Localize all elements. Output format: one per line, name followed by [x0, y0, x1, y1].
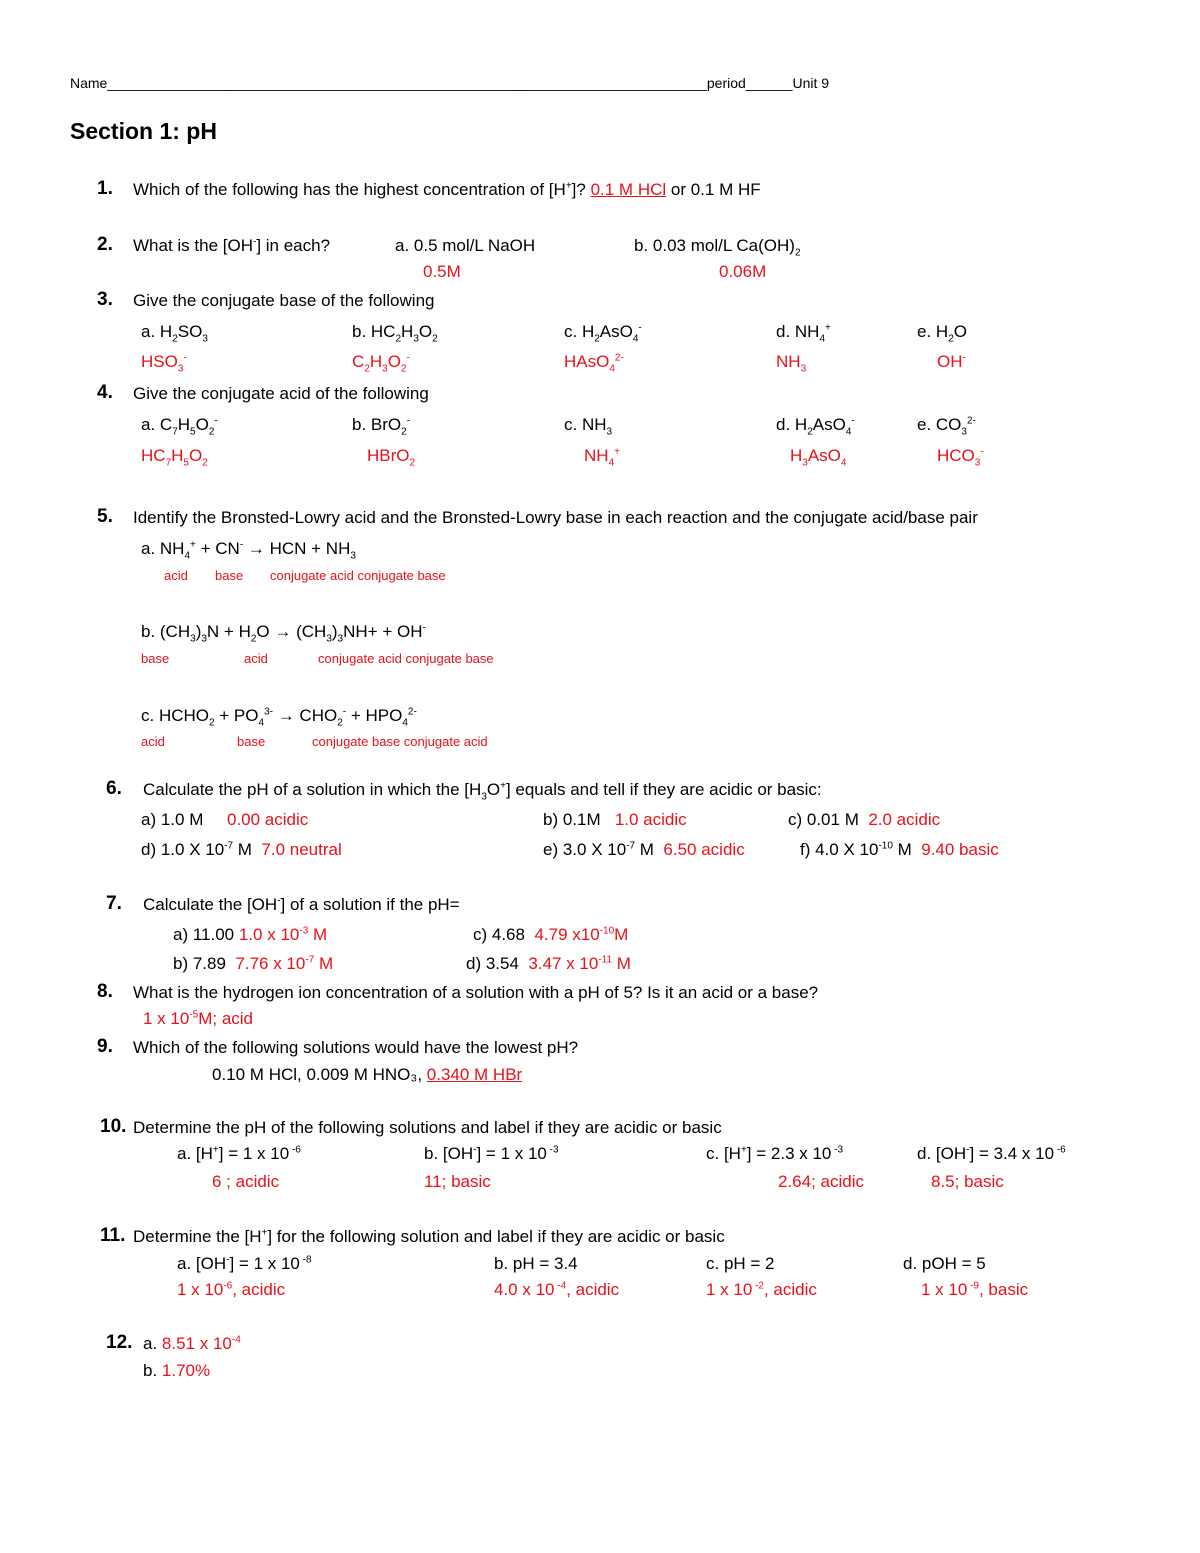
- question-2-a: a. 0.5 mol/L NaOH: [395, 236, 536, 255]
- answer: acid: [244, 651, 268, 666]
- answer: HBrO$_2$: [367, 446, 416, 469]
- answer: $HC_7H_5O_2$: [141, 446, 208, 469]
- question-9-options: 0.10 M HCl, 0.009 M HNO₃, 0.340 M HBr: [212, 1065, 523, 1084]
- question-number: 5.: [97, 506, 113, 527]
- question-number: 2.: [97, 234, 113, 255]
- answer: $HCO_3^-$: [937, 446, 984, 469]
- question-11-text: Determine the [H+] for the following solution and label if they are acidic or basic: [133, 1227, 725, 1246]
- answer: 1 x 10 $^{-2}$, acidic: [706, 1280, 817, 1299]
- question-number: 12.: [106, 1332, 133, 1353]
- section-title: Section 1: pH: [70, 118, 217, 144]
- item: b) 7.89 7.76 x $10^{-7}$ M: [173, 954, 334, 973]
- question-number: 7.: [106, 893, 122, 914]
- question-2-text: What is the [OH-] in each?: [133, 236, 331, 255]
- answer: HAsO$_4^{2-}$: [564, 352, 624, 375]
- item: f) 4.0 X $10^{-10}$ M 9.40 basic: [800, 840, 999, 859]
- item: d) 1.0 X $10^{-7}$ M 7.0 neutral: [141, 840, 342, 859]
- reaction-a: a. $NH_4^+ + CN^-$ → HCN + $NH_3$: [141, 539, 356, 562]
- question-number: 1.: [97, 178, 113, 199]
- item: e) 3.0 X $10^{-7}$ M 6.50 acidic: [543, 840, 745, 859]
- question-3-text: Give the conjugate base of the following: [133, 291, 435, 310]
- question-number: 11.: [100, 1225, 126, 1246]
- answer: 4.0 x 10 $^{-4}$, acidic: [494, 1280, 620, 1299]
- answer: 2.64; acidic: [778, 1172, 864, 1191]
- item: a. [H+] = 1 x 10 $^{-6}$: [177, 1144, 301, 1163]
- question-10-text: Determine the pH of the following solutions and label if they are acidic or basic: [133, 1118, 722, 1137]
- answer: 11; basic: [424, 1172, 491, 1191]
- answer: $H_3AsO_4$: [790, 446, 847, 469]
- item: d. $NH_4^+$: [776, 322, 831, 345]
- answer: base: [141, 651, 170, 666]
- answer: 8.5; basic: [931, 1172, 1004, 1191]
- item: d) 3.54 3.47 x $10^{-11}$ M: [466, 954, 631, 973]
- answer: 0.1 M HCl: [590, 180, 667, 199]
- item: d. $H_2AsO_4^-$: [776, 415, 855, 438]
- item: a. [OH-] = 1 x 10 $^{-8}$: [177, 1254, 312, 1273]
- question-2-b: b. 0.03 mol/L $Ca(OH)_2$: [634, 236, 801, 259]
- answer: OH-: [937, 352, 966, 371]
- item: a) 1.0 M 0.00 acidic: [141, 810, 309, 829]
- answer: 0.06M: [719, 262, 767, 281]
- item: c. $H_2AsO_4^-$: [564, 322, 642, 345]
- item: d. pOH = 5: [903, 1254, 986, 1273]
- answer: $NH_4^+$: [584, 446, 620, 469]
- question-9-text: Which of the following solutions would have the lowest pH?: [133, 1038, 579, 1057]
- item: b. pH = 3.4: [494, 1254, 578, 1273]
- question-number: 9.: [97, 1036, 113, 1057]
- item: b. BrO$_2$-: [352, 415, 411, 438]
- name-period-unit-line: Name_____________________________________________________________________________period______Unit 9: [70, 75, 830, 91]
- answer: conjugate base conjugate acid: [312, 734, 488, 749]
- item: a. $C_7H_5O_2^-$: [141, 415, 218, 438]
- answer: 1 x $10^{-6}$, acidic: [177, 1280, 286, 1299]
- question-4-text: Give the conjugate acid of the following: [133, 384, 429, 403]
- item: b) 0.1M 1.0 acidic: [543, 810, 687, 829]
- reaction-c: c. $HCHO_2 + PO_4^{3-} \to CHO_2^- + HPO_4^{2-}$: [141, 706, 417, 729]
- question-6-text: Calculate the pH of a solution in which the $[H_3O^+]$ equals and tell if they are acidic or basic:: [143, 780, 822, 803]
- item: a) 11.00 1.0 x $10^{-3}$ M: [173, 925, 328, 944]
- answer: 1 x 10 $^{-9}$, basic: [921, 1280, 1029, 1299]
- question-7-text: Calculate the [OH-] of a solution if the pH=: [143, 895, 460, 914]
- question-12-b: b. 1.70%: [143, 1361, 211, 1380]
- item: d. [OH-] = 3.4 x 10 $^{-6}$: [917, 1144, 1066, 1163]
- question-number: 8.: [97, 981, 113, 1002]
- answer: base: [215, 568, 244, 583]
- question-12-a: a. 8.51 x $10^{-4}$: [143, 1334, 241, 1353]
- answer: 1 x $10^{-5}M$; acid: [143, 1009, 254, 1028]
- answer: $HSO_3^-$: [141, 352, 187, 375]
- question-number: 10.: [100, 1116, 127, 1137]
- answer: $C_2H_3O_2^-$: [352, 352, 410, 375]
- answer: 6 ; acidic: [212, 1172, 280, 1191]
- question-8-text: What is the hydrogen ion concentration of a solution with a pH of 5? Is it an acid or a base?: [133, 983, 819, 1002]
- item: c. $NH_3$: [564, 415, 613, 438]
- question-number: 3.: [97, 289, 113, 310]
- item: c. pH = 2: [706, 1254, 775, 1273]
- item: e. $H_2O$: [917, 322, 967, 345]
- question-number: 4.: [97, 382, 113, 403]
- answer: base: [237, 734, 266, 749]
- question-5-text: Identify the Bronsted-Lowry acid and the Bronsted-Lowry base in each reaction and the conjugate acid/base pair: [133, 508, 978, 527]
- item: e. $CO_3^{2-}$: [917, 415, 976, 438]
- answer: 0.5M: [423, 262, 461, 281]
- answer: conjugate acid conjugate base: [270, 568, 446, 583]
- item: c. [H+] = 2.3 x 10 $^{-3}$: [706, 1144, 844, 1163]
- item: b. $HC_2H_3O_2$: [352, 322, 438, 345]
- question-1-text: Which of the following has the highest concentration of [H+]? 0.1 M HCl or 0.1 M HF: [133, 180, 761, 199]
- question-number: 6.: [106, 778, 122, 799]
- reaction-b: b. $(CH_3)_3N + H_2O \to (CH_3)_3NH+ + OH^-$: [141, 622, 426, 645]
- answer: acid: [141, 734, 165, 749]
- answer: conjugate acid conjugate base: [318, 651, 494, 666]
- item: c) 4.68 4.79 $x10^{-10}M$: [473, 925, 629, 944]
- item: a. $H_2SO_3$: [141, 322, 208, 345]
- answer: $NH_3$: [776, 352, 807, 375]
- item: b. [OH-] = 1 x 10 $^{-3}$: [424, 1144, 559, 1163]
- answer: 0.340 M HBr: [426, 1065, 523, 1084]
- item: c) 0.01 M 2.0 acidic: [788, 810, 941, 829]
- answer: acid: [164, 568, 188, 583]
